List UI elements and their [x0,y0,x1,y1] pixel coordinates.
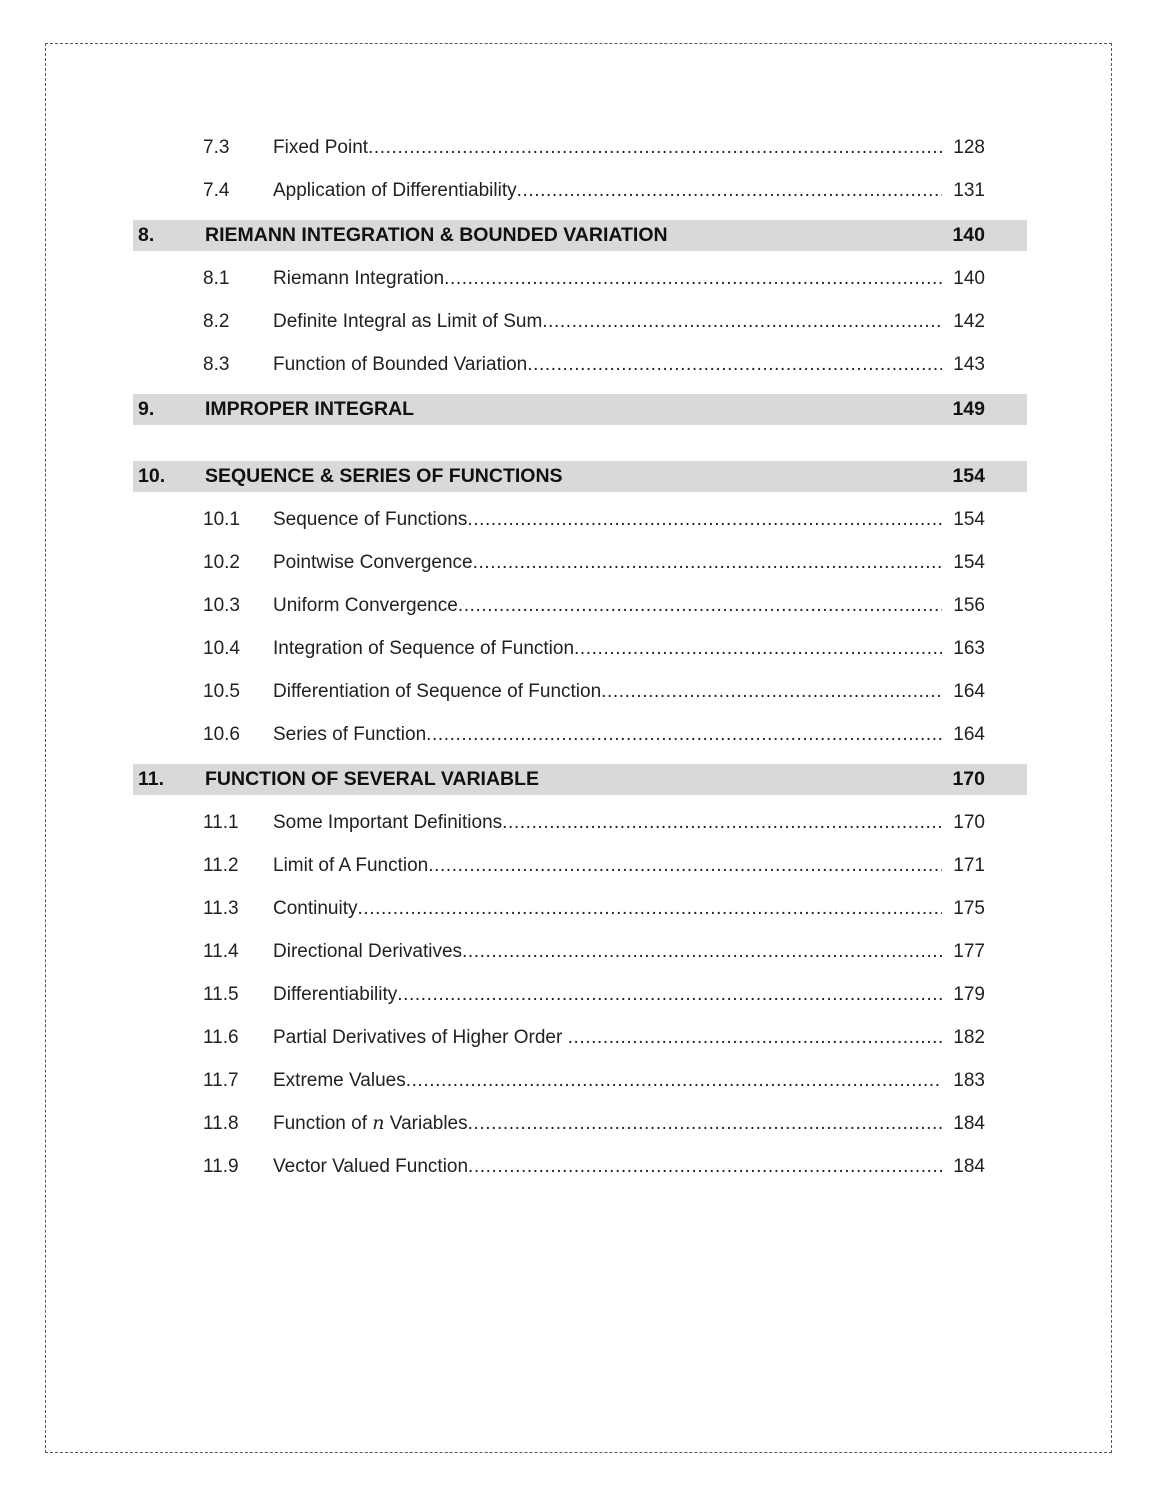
entry-title: RIEMANN INTEGRATION & BOUNDED VARIATION [205,224,668,246]
toc-item-row [133,541,1027,584]
entry-page-number: 140 [953,268,985,289]
entry-title: FUNCTION OF SEVERAL VARIABLE [205,768,540,790]
entry-title: Definite Integral as Limit of Sum [273,311,543,332]
entry-title: Differentiation of Sequence of Function [273,681,602,702]
entry-number: 8. [138,224,155,246]
section-gap [133,431,1027,453]
entry-page-number: 184 [953,1113,985,1134]
entry-page-number: 171 [953,855,985,876]
dot-leader [574,627,942,670]
entry-title: Partial Derivatives of Higher Order [273,1027,568,1048]
entry-title: Extreme Values [273,1070,406,1091]
entry-number: 7.3 [203,137,230,158]
dot-leader [502,801,942,844]
dot-leader [601,670,942,713]
entry-page-number: 142 [953,311,985,332]
toc-item-row [133,627,1027,670]
dot-leader [428,844,942,887]
entry-title: Sequence of Functions [273,509,468,530]
entry-number: 11.2 [203,855,239,876]
entry-number: 11.1 [203,812,239,833]
entry-number: 9. [138,398,155,420]
entry-page-number: 140 [952,224,985,246]
entry-title: Fixed Point [273,137,369,158]
entry-number: 11.5 [203,984,239,1005]
toc-item-row [133,300,1027,343]
entry-page-number: 164 [953,724,985,745]
entry-title: Limit of A Function [273,855,429,876]
entry-title: Uniform Convergence [273,595,458,616]
dot-leader [467,498,942,541]
entry-number: 11.6 [203,1027,239,1048]
entry-number: 10. [138,465,166,487]
entry-title: Integration of Sequence of Function [273,638,575,659]
entry-number: 11. [138,768,165,790]
toc-item-row [133,1059,1027,1102]
entry-title: Continuity [273,898,358,919]
toc-item-row [133,844,1027,887]
toc-item-row [133,1102,1027,1145]
dot-leader [527,343,942,386]
entry-number: 7.4 [203,180,230,201]
toc-item-row [133,670,1027,713]
entry-page-number: 177 [953,941,985,962]
toc-item-row [133,169,1027,212]
dot-leader [358,887,943,930]
entry-page-number: 183 [953,1070,985,1091]
entry-title: Series of Function [273,724,427,745]
dot-leader [444,257,942,300]
entry-page-number: 164 [953,681,985,702]
table-of-contents [133,126,1027,1188]
toc-item-row [133,887,1027,930]
dot-leader [568,1016,942,1059]
toc-item-row [133,1016,1027,1059]
entry-page-number: 154 [952,465,985,487]
toc-item-row [133,1145,1027,1188]
entry-number: 10.3 [203,595,240,616]
entry-number: 8.2 [203,311,230,332]
entry-number: 10.1 [203,509,240,530]
entry-number: 8.3 [203,354,230,375]
toc-item-row [133,343,1027,386]
entry-page-number: 175 [953,898,985,919]
dot-leader [468,1145,942,1188]
entry-page-number: 170 [952,768,985,790]
entry-title: Application of Differentiability [273,180,517,201]
entry-page-number: 128 [953,137,985,158]
entry-title: Pointwise Convergence [273,552,473,573]
entry-number: 8.1 [203,268,230,289]
entry-title: Vector Valued Function [273,1156,469,1177]
entry-page-number: 131 [953,180,985,201]
dot-leader [542,300,942,343]
entry-page-number: 184 [953,1156,985,1177]
dot-leader [468,1102,942,1145]
entry-title: Function of Bounded Variation [273,354,528,375]
toc-item-row [133,973,1027,1016]
math-variable: n [372,1112,385,1134]
toc-chapter-row [133,461,1027,492]
entry-number: 11.7 [203,1070,239,1091]
entry-title: SEQUENCE & SERIES OF FUNCTIONS [205,465,563,487]
entry-number: 10.2 [203,552,240,573]
entry-page-number: 156 [953,595,985,616]
entry-page-number: 154 [953,509,985,530]
entry-number: 10.6 [203,724,240,745]
toc-item-row [133,584,1027,627]
entry-title: Some Important Definitions [273,812,503,833]
entry-title: Differentiability [273,984,398,1005]
entry-page-number: 182 [953,1027,985,1048]
entry-title: Directional Derivatives [273,941,463,962]
entry-title: Function of n Variables [273,1112,468,1134]
dot-leader [462,930,942,973]
dot-leader [473,541,942,584]
entry-page-number: 170 [953,812,985,833]
toc-chapter-row [133,764,1027,795]
toc-chapter-row [133,220,1027,251]
entry-number: 10.4 [203,638,240,659]
entry-number: 11.9 [203,1156,239,1177]
dot-leader [368,126,942,169]
entry-page-number: 163 [953,638,985,659]
dot-leader [426,713,942,756]
entry-number: 10.5 [203,681,240,702]
entry-page-number: 179 [953,984,985,1005]
entry-number: 11.8 [203,1113,239,1134]
entry-title: Riemann Integration [273,268,445,289]
toc-item-row [133,126,1027,169]
entry-number: 11.3 [203,898,239,919]
dot-leader [458,584,942,627]
dot-leader [517,169,942,212]
entry-page-number: 143 [953,354,985,375]
entry-title: IMPROPER INTEGRAL [205,398,415,420]
entry-page-number: 154 [953,552,985,573]
toc-chapter-row [133,394,1027,425]
entry-page-number: 149 [952,398,985,420]
toc-item-row [133,257,1027,300]
toc-item-row [133,498,1027,541]
toc-item-row [133,713,1027,756]
toc-item-row [133,801,1027,844]
entry-number: 11.4 [203,941,239,962]
dot-leader [406,1059,942,1102]
dot-leader [397,973,942,1016]
toc-item-row [133,930,1027,973]
